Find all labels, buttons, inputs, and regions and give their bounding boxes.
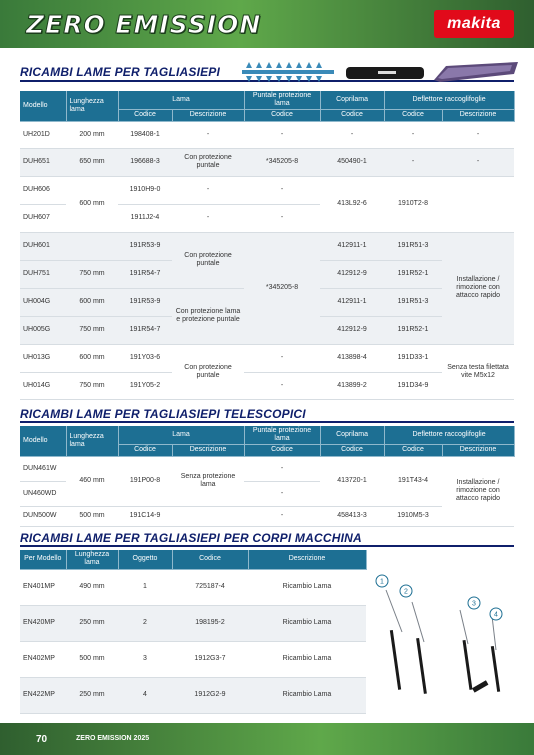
cell-coprilama: 413L92-6 [320,176,384,232]
table-row [20,372,514,399]
col-puntale: Puntale protezione lama [244,91,320,110]
cell-modello: DUH606 [20,176,66,204]
cell-descrizione: Con protezione lama e protezione puntale [172,288,244,344]
table-row [20,456,514,481]
cell-modello: DUH751 [20,260,66,288]
table-row [20,176,514,204]
cell-codice: 191Y03-6 [118,344,172,372]
cell-codice: 198195-2 [172,605,248,641]
cell-coprilama: 458413-3 [320,506,384,526]
cell-codice: 1910H9-0 [118,176,172,204]
table-row [20,344,514,372]
footer-text: ZERO EMISSION 2025 [76,735,150,742]
cell-modello: DUH651 [20,148,66,176]
col-puntale-codice: Codice [244,110,320,121]
cell-defl-codice: 191R51-3 [384,288,442,316]
cell-descrizione: Ricambio Lama [248,677,366,713]
cell-defl-codice: 191R51-3 [384,232,442,260]
cell-modello: UH201D [20,121,66,148]
cell-defl-descrizione: - [442,121,514,148]
cell-modello: UH004G [20,288,66,316]
col-lama-codice: Codice [118,110,172,121]
col-deflettore: Deflettore raccoglifoglie [384,426,514,445]
cell-modello: DUH607 [20,204,66,232]
telescopic-blades-table [20,426,515,527]
table-row [20,506,514,526]
cell-defl-codice: - [384,148,442,176]
cell-defl-descrizione: Installazione / rimozione con attacco rapido [442,232,514,344]
cell-puntale: - [244,372,320,399]
cell-lunghezza: 200 mm [66,121,118,148]
col-lama: Lama [118,91,244,110]
cell-defl-descrizione: - [442,148,514,176]
cell-puntale: - [244,481,320,506]
callout-label: 3 [472,600,476,608]
cell-coprilama: 413720-1 [320,456,384,506]
cell-puntale: - [244,456,320,481]
attachment-3-image [460,610,488,693]
hedge-blades-table [20,91,515,400]
cell-modello: EN401MP [20,569,66,605]
cell-modello: UH014G [20,372,66,399]
table-row [20,569,366,605]
section-divider [20,421,514,423]
cell-coprilama: 413899-2 [320,372,384,399]
col-lunghezza: Lunghezza lama [66,550,118,569]
cell-defl-codice: - [384,121,442,148]
callout-label: 2 [404,588,408,596]
col-lunghezza: Lunghezza lama [66,91,118,121]
cell-descrizione: Ricambio Lama [248,569,366,605]
cell-lunghezza: 750 mm [66,260,118,288]
table-row [20,232,514,260]
cell-defl-codice: 191R52-1 [384,316,442,344]
cell-descrizione: Con protezione puntale [172,232,244,288]
section-title-telescopic: RICAMBI LAME PER TAGLIASIEPI TELESCOPICI [20,407,306,421]
cell-defl-codice: 1910M5-3 [384,506,442,526]
cell-puntale: - [244,204,320,232]
cell-defl-codice: 191D33-1 [384,344,442,372]
cell-oggetto: 1 [118,569,172,605]
cell-codice: 191Y05-2 [118,372,172,399]
cell-puntale: - [244,506,320,526]
cell-coprilama: 412911-1 [320,232,384,260]
cell-codice: 196688-3 [118,148,172,176]
cell-codice: 191R53-9 [118,288,172,316]
table-row [20,677,366,713]
cell-descrizione [172,506,244,526]
cell-defl-descrizione: Senza testa filettata vite M5x12 [442,344,514,399]
page-footer [0,723,534,755]
cell-defl-codice: 191T43-4 [384,456,442,506]
header-title: ZERO EMISSION [26,10,262,39]
cell-lunghezza: 750 mm [66,372,118,399]
cell-descrizione: - [172,121,244,148]
cell-codice: 191P00-8 [118,456,172,506]
cell-puntale: *345205-8 [244,148,320,176]
cell-lunghezza: 600 mm [66,176,118,232]
page-number: 70 [36,734,48,745]
cell-descrizione: Con protezione puntale [172,148,244,176]
cell-modello: EN420MP [20,605,66,641]
cell-oggetto: 3 [118,641,172,677]
col-oggetto: Oggetto [118,550,172,569]
col-lama-descrizione: Descrizione [172,110,244,121]
col-defl-descrizione: Descrizione [442,445,514,456]
table-row [20,148,514,176]
callout-label: 4 [494,611,498,619]
cell-coprilama: 450490-1 [320,148,384,176]
cell-defl-descrizione: Installazione / rimozione con attacco rapido [442,456,514,526]
cell-oggetto: 2 [118,605,172,641]
col-puntale-codice: Codice [244,445,320,456]
attachment-1-image [386,590,402,690]
cell-lunghezza: 490 mm [66,569,118,605]
cell-modello: UN460WD [20,481,66,506]
cell-modello: UH005G [20,316,66,344]
col-descrizione: Descrizione [248,550,366,569]
cell-lunghezza: 250 mm [66,605,118,641]
col-coprilama-codice: Codice [320,445,384,456]
cell-lunghezza: 250 mm [66,677,118,713]
attachment-4-image [491,616,500,692]
table-row [20,641,366,677]
leaf-collector-image [434,62,518,82]
cell-lunghezza: 460 mm [66,456,118,506]
cell-coprilama: 412912-9 [320,260,384,288]
col-deflettore: Deflettore raccoglifoglie [384,91,514,110]
cell-coprilama: 413898-4 [320,344,384,372]
cell-descrizione: - [172,204,244,232]
cell-defl-codice: 191R52-1 [384,260,442,288]
callout-label: 1 [380,578,384,586]
cell-codice: 1912G3-7 [172,641,248,677]
blade-product-images [228,60,524,88]
cell-modello: EN402MP [20,641,66,677]
cell-coprilama: 412911-1 [320,288,384,316]
cell-puntale: - [244,344,320,372]
col-lunghezza: Lunghezza lama [66,426,118,456]
blade-image [242,62,334,82]
cell-modello: EN422MP [20,677,66,713]
cell-lunghezza: 600 mm [66,288,118,316]
section-title-hedge-blades: RICAMBI LAME PER TAGLIASIEPI [20,65,221,79]
col-coprilama-codice: Codice [320,110,384,121]
col-modello: Modello [20,426,66,456]
cell-puntale: - [244,176,320,204]
cell-lunghezza: 650 mm [66,148,118,176]
cell-descrizione: Ricambio Lama [248,641,366,677]
attachment-2-image [412,602,427,694]
cell-codice: 191R53-9 [118,232,172,260]
cell-descrizione: Senza protezione lama [172,456,244,506]
col-defl-codice: Codice [384,445,442,456]
cell-modello: UH013G [20,344,66,372]
col-per-modello: Per Modello [20,550,66,569]
col-defl-codice: Codice [384,110,442,121]
cell-defl-codice: 1910T2-8 [384,176,442,232]
col-puntale: Puntale protezione lama [244,426,320,445]
multi-tool-attachments-image [372,572,514,712]
cell-puntale: *345205-8 [244,232,320,344]
cell-lunghezza: 500 mm [66,506,118,526]
table-row [20,121,514,148]
col-modello: Modello [20,91,66,121]
cell-puntale: - [244,121,320,148]
blade-cover-image [346,67,424,79]
cell-lunghezza: 500 mm [66,641,118,677]
col-coprilama: Coprilama [320,426,384,445]
page-header [0,0,534,48]
cell-codice: 191R54-7 [118,260,172,288]
section-divider [20,545,514,547]
col-codice: Codice [172,550,248,569]
cell-lunghezza: 600 mm [66,344,118,372]
cell-codice: 198408-1 [118,121,172,148]
multi-tool-blades-table [20,550,367,714]
col-lama: Lama [118,426,244,445]
cell-coprilama: - [320,121,384,148]
section-title-multi-tool: RICAMBI LAME PER TAGLIASIEPI PER CORPI MACCHINA [20,531,362,545]
cell-codice: 725187-4 [172,569,248,605]
cell-defl-descrizione [442,176,514,232]
cell-descrizione: Con protezione puntale [172,344,244,399]
col-defl-descrizione: Descrizione [442,110,514,121]
cell-codice: 191C14-9 [118,506,172,526]
cell-descrizione: Ricambio Lama [248,605,366,641]
cell-defl-codice: 191D34-9 [384,372,442,399]
cell-oggetto: 4 [118,677,172,713]
cell-modello: DUN500W [20,506,66,526]
cell-modello: DUH601 [20,232,66,260]
col-lama-codice: Codice [118,445,172,456]
table-row [20,605,366,641]
cell-codice: 1911J2-4 [118,204,172,232]
makita-logo: makita [434,10,514,38]
cell-modello: DUN461W [20,456,66,481]
cell-coprilama: 412912-9 [320,316,384,344]
col-coprilama: Coprilama [320,91,384,110]
cell-lunghezza [66,232,118,260]
cell-codice: 191R54-7 [118,316,172,344]
col-lama-descrizione: Descrizione [172,445,244,456]
cell-descrizione: - [172,176,244,204]
cell-lunghezza: 750 mm [66,316,118,344]
cell-codice: 1912G2-9 [172,677,248,713]
